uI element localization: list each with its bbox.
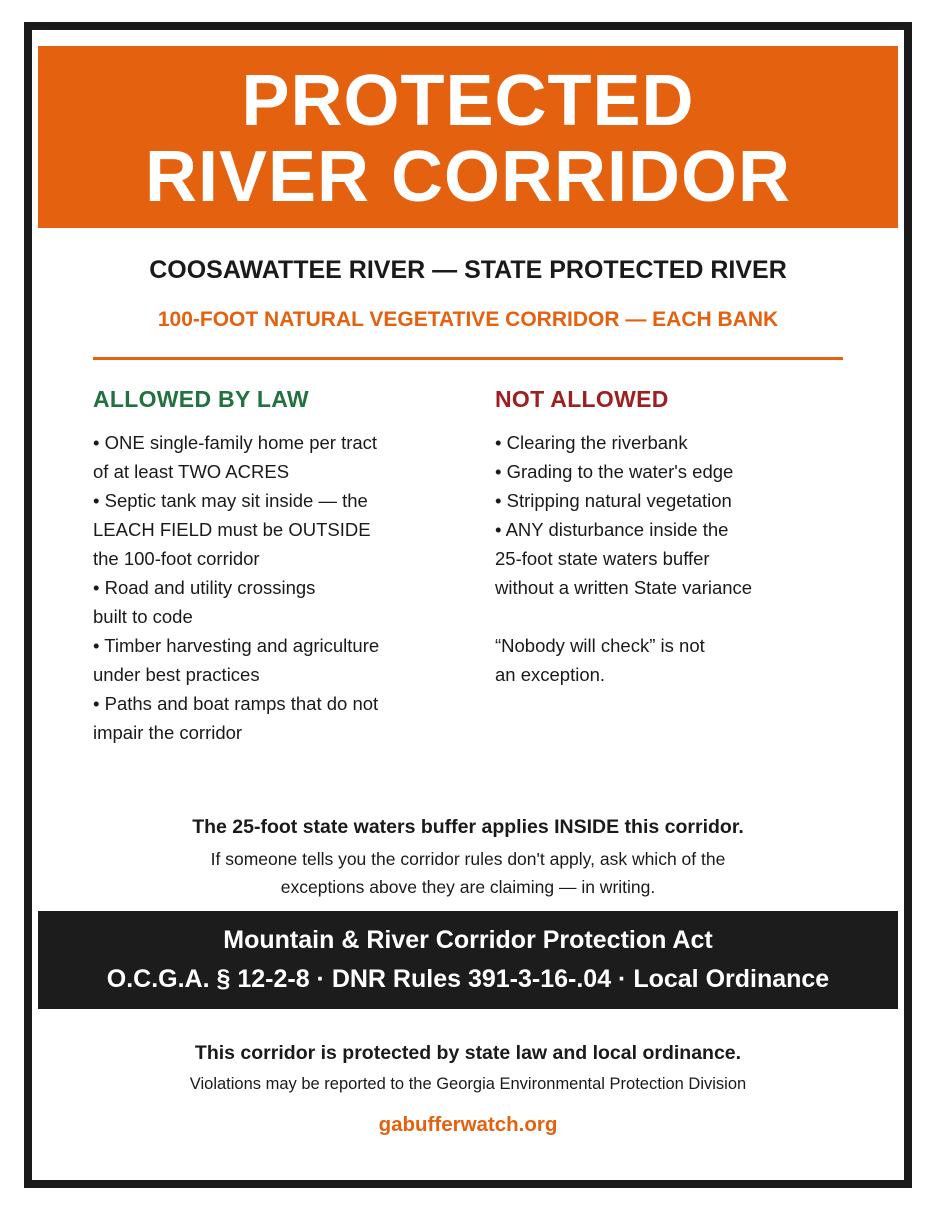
not-allowed-list (495, 428, 875, 602)
not-allowed-item-line: without a written State variance (495, 577, 753, 598)
divider-rule (93, 357, 843, 360)
not-allowed-item (495, 515, 875, 602)
allowed-item-line: • ONE single-family home per tract (93, 432, 378, 453)
allowed-item-line: under best practices (93, 664, 260, 685)
not-allowed-item-line: • Clearing the riverbank (495, 432, 688, 453)
allowed-item (93, 689, 483, 747)
allowed-item-line: • Septic tank may sit inside — the (93, 490, 368, 511)
not-allowed-item-line: • ANY disturbance inside the (495, 519, 729, 540)
allowed-item (93, 428, 483, 486)
reporting-note: Violations may be reported to the Georgia Environmental Protection Division (189, 1075, 747, 1093)
exception-quote (495, 631, 875, 689)
allowed-item-line: impair the corridor (93, 722, 243, 743)
corridor-width-note: 100-FOOT NATURAL VEGETATIVE CORRIDOR — EACH BANK (157, 308, 779, 331)
sign-title-line2: RIVER CORRIDOR (144, 137, 792, 217)
not-allowed-column (495, 386, 875, 689)
allowed-item-line: • Timber harvesting and agriculture (93, 635, 380, 656)
allowed-item (93, 486, 483, 573)
allowed-item-line: built to code (93, 606, 193, 627)
allowed-item-line: LEACH FIELD must be OUTSIDE (93, 519, 371, 540)
sign-header (38, 46, 898, 228)
law-citation-band (38, 911, 898, 1009)
allowed-item-line: • Paths and boat ramps that do not (93, 693, 379, 714)
allowed-item (93, 573, 483, 631)
allowed-item-line: of at least TWO ACRES (93, 461, 290, 482)
sign-title-line1: PROTECTED (241, 61, 695, 141)
act-name: Mountain & River Corridor Protection Act (223, 926, 713, 954)
not-allowed-item-line: • Stripping natural vegetation (495, 490, 732, 511)
sign (24, 22, 912, 1188)
buffer-statement: The 25-foot state waters buffer applies INSIDE this corridor. (192, 816, 744, 838)
exception-quote-line: an exception. (495, 664, 606, 685)
not-allowed-heading: NOT ALLOWED (495, 386, 669, 412)
not-allowed-item (495, 428, 875, 457)
not-allowed-item (495, 486, 875, 515)
website-link[interactable]: gabufferwatch.org (378, 1113, 558, 1136)
allowed-item-line: the 100-foot corridor (93, 548, 260, 569)
allowed-item-line: • Road and utility crossings (93, 577, 316, 598)
river-subtitle: COOSAWATTEE RIVER — STATE PROTECTED RIVER (149, 256, 787, 284)
not-allowed-item-line: 25-foot state waters buffer (495, 548, 710, 569)
buffer-advice (32, 845, 904, 901)
not-allowed-item-line: • Grading to the water's edge (495, 461, 734, 482)
allowed-column (93, 386, 483, 747)
legal-citations: O.C.G.A. § 12-2-8 · DNR Rules 391-3-16-.04 · Local Ordinance (106, 965, 830, 993)
allowed-heading: ALLOWED BY LAW (93, 386, 309, 412)
allowed-list (93, 428, 483, 747)
buffer-advice-line2: exceptions above they are claiming — in writing. (280, 877, 656, 897)
buffer-advice-line1: If someone tells you the corridor rules don't apply, ask which of the (210, 849, 726, 869)
protection-statement: This corridor is protected by state law and local ordinance. (194, 1042, 742, 1064)
allowed-item (93, 631, 483, 689)
exception-quote-line: “Nobody will check” is not (495, 635, 705, 656)
not-allowed-item (495, 457, 875, 486)
